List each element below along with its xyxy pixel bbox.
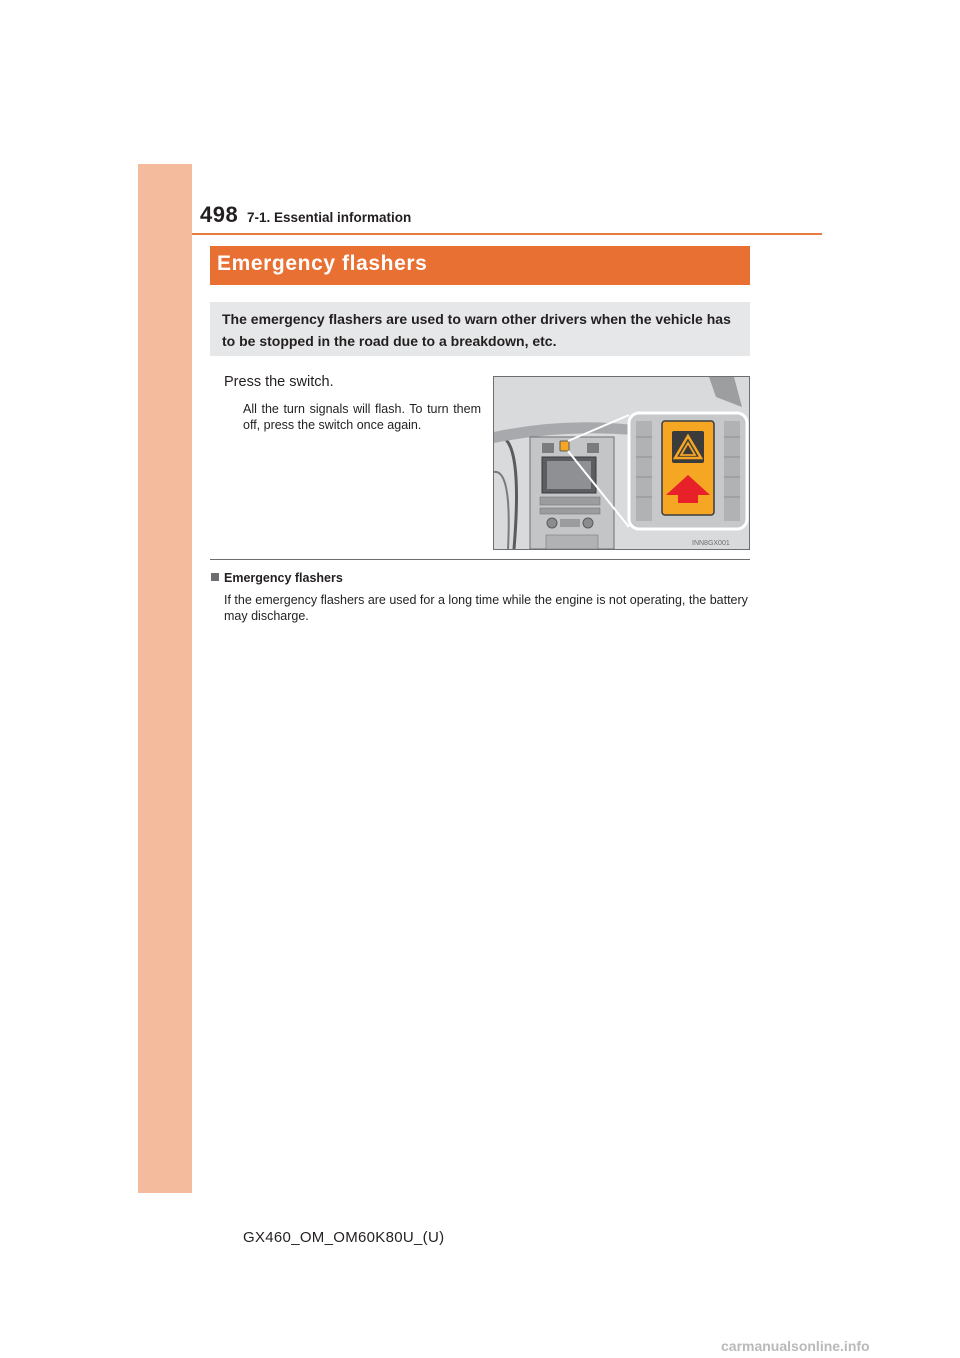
page-number: 498	[200, 202, 239, 227]
dashboard-drawing	[494, 377, 749, 549]
note-title-text: Emergency flashers	[224, 571, 343, 585]
instruction-step: Press the switch.	[224, 374, 334, 390]
bullet-square-icon	[211, 573, 219, 581]
intro-text: The emergency flashers are used to warn other drivers when the vehicle has to be stopped in the road due to a breakdown, etc.	[222, 311, 731, 349]
dashboard-illustration	[493, 376, 750, 550]
note-body: If the emergency flashers are used for a long time while the engine is not operating, the battery may discharge.	[224, 593, 748, 623]
page-title: Emergency flashers	[217, 252, 428, 275]
header-rule	[192, 233, 822, 235]
footer-code: GX460_OM_OM60K80U_(U)	[243, 1229, 445, 1246]
separator	[210, 559, 750, 560]
instruction-detail: All the turn signals will flash. To turn them off, press the switch once again.	[243, 402, 481, 432]
hazard-switch-icon	[672, 431, 704, 463]
watermark: carmanualsonline.info	[721, 1338, 870, 1354]
side-tab	[138, 164, 192, 1193]
section-label: 7-1. Essential information	[247, 210, 412, 225]
title-bar	[210, 246, 750, 285]
intro-box	[210, 302, 750, 356]
note-title	[211, 571, 343, 585]
illustration-code: INN8GX001	[692, 540, 730, 547]
